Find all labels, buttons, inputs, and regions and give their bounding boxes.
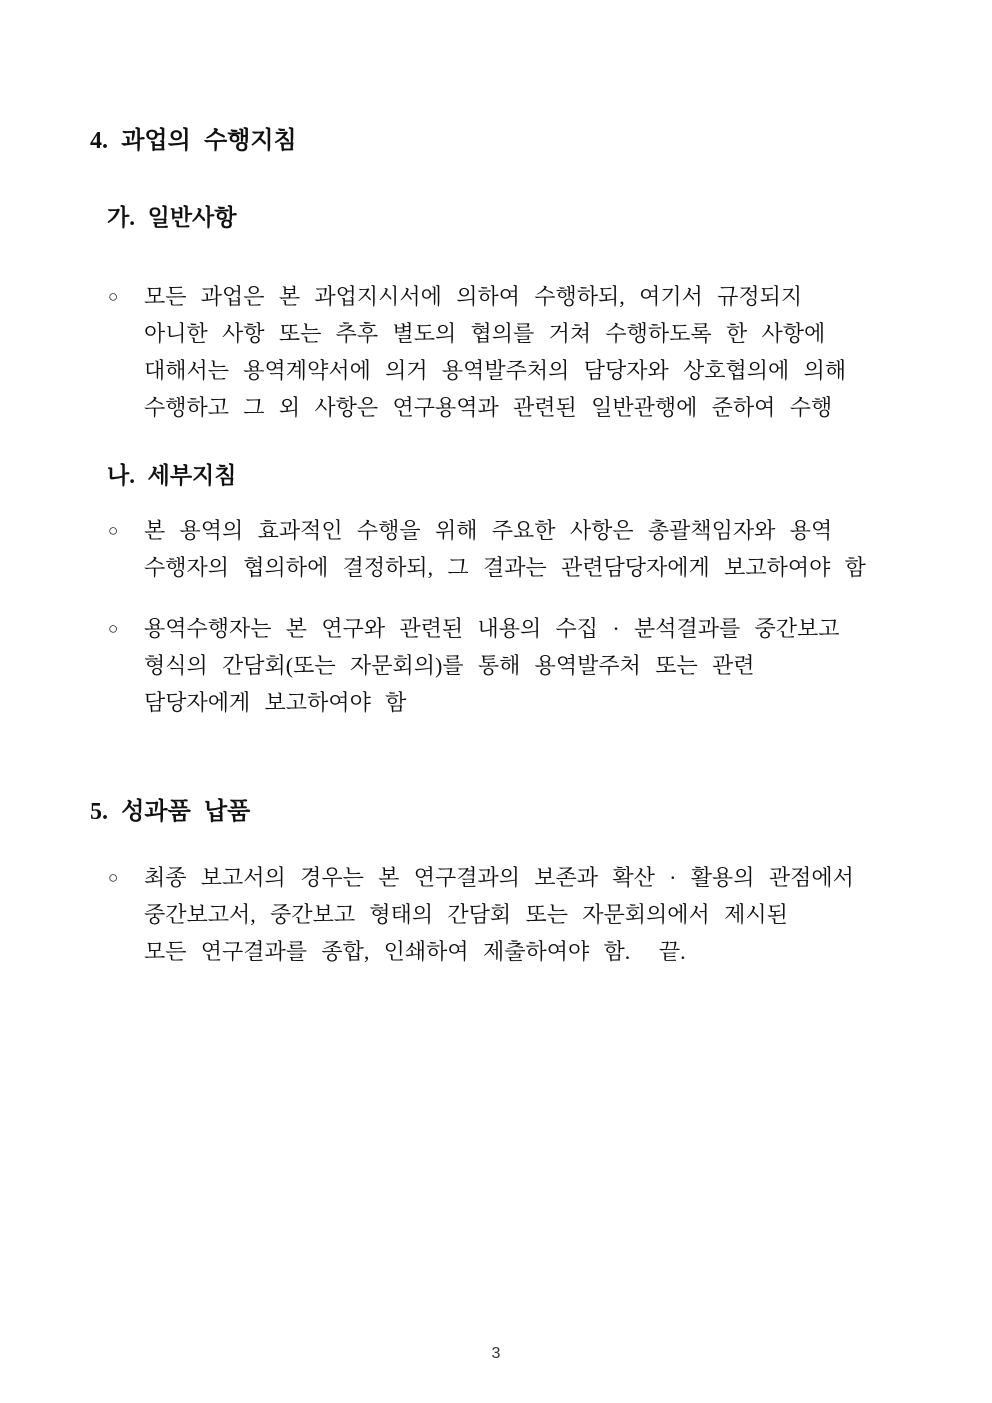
- bullet-marker-icon: ○: [108, 619, 119, 638]
- bullet-line: 중간보고서, 중간보고 형태의 간담회 또는 자문회의에서 제시된: [144, 902, 788, 927]
- bullet-line: 대해서는 용역계약서에 의거 용역발주처의 담당자와 상호협의에 의해: [144, 358, 847, 383]
- sec5-bullet-1: [108, 859, 898, 970]
- bullet-line: 최종 보고서의 경우는 본 연구결과의 보존과 확산 · 활용의 관점에서: [144, 865, 854, 890]
- bullet-line: 용역수행자는 본 연구와 관련된 내용의 수집 · 분석결과를 중간보고: [144, 616, 840, 641]
- bullet-text: [144, 859, 898, 970]
- bullet-marker-icon: ○: [108, 287, 119, 306]
- bullet-line: 수행자의 협의하에 결정하되, 그 결과는 관련담당자에게 보고하여야 함: [144, 555, 866, 580]
- bullet-line: 수행하고 그 외 사항은 연구용역과 관련된 일반관행에 준하여 수행: [144, 395, 833, 420]
- bullet-marker-icon: ○: [108, 868, 119, 887]
- bullet-marker-icon: ○: [108, 521, 119, 540]
- na-heading: 나. 세부지침: [107, 463, 237, 488]
- bullet-text: [144, 278, 898, 426]
- bullet-text: [144, 512, 898, 586]
- na-bullet-2: [108, 610, 898, 721]
- bullet-line: 형식의 간담회(또는 자문회의)를 통해 용역발주처 또는 관련: [144, 653, 755, 678]
- bullet-line: 아니한 사항 또는 추후 별도의 협의를 거쳐 수행하도록 한 사항에: [144, 321, 826, 346]
- ga-bullet-1: [108, 278, 898, 426]
- bullet-text: [144, 610, 898, 721]
- na-bullet-1: [108, 512, 898, 586]
- sec5-heading: 5. 성과품 납품: [90, 799, 251, 825]
- sec4-heading: 4. 과업의 수행지침: [90, 128, 297, 154]
- bullet-line: 모든 연구결과를 종합, 인쇄하여 제출하여야 함. 끝.: [144, 939, 686, 964]
- ga-heading: 가. 일반사항: [107, 205, 237, 230]
- bullet-line: 모든 과업은 본 과업지시서에 의하여 수행하되, 여기서 규정되지: [144, 284, 803, 309]
- bullet-line: 본 용역의 효과적인 수행을 위해 주요한 사항은 총괄책임자와 용역: [144, 518, 833, 543]
- bullet-line: 담당자에게 보고하여야 함: [144, 690, 407, 715]
- page-number: 3: [491, 1345, 501, 1362]
